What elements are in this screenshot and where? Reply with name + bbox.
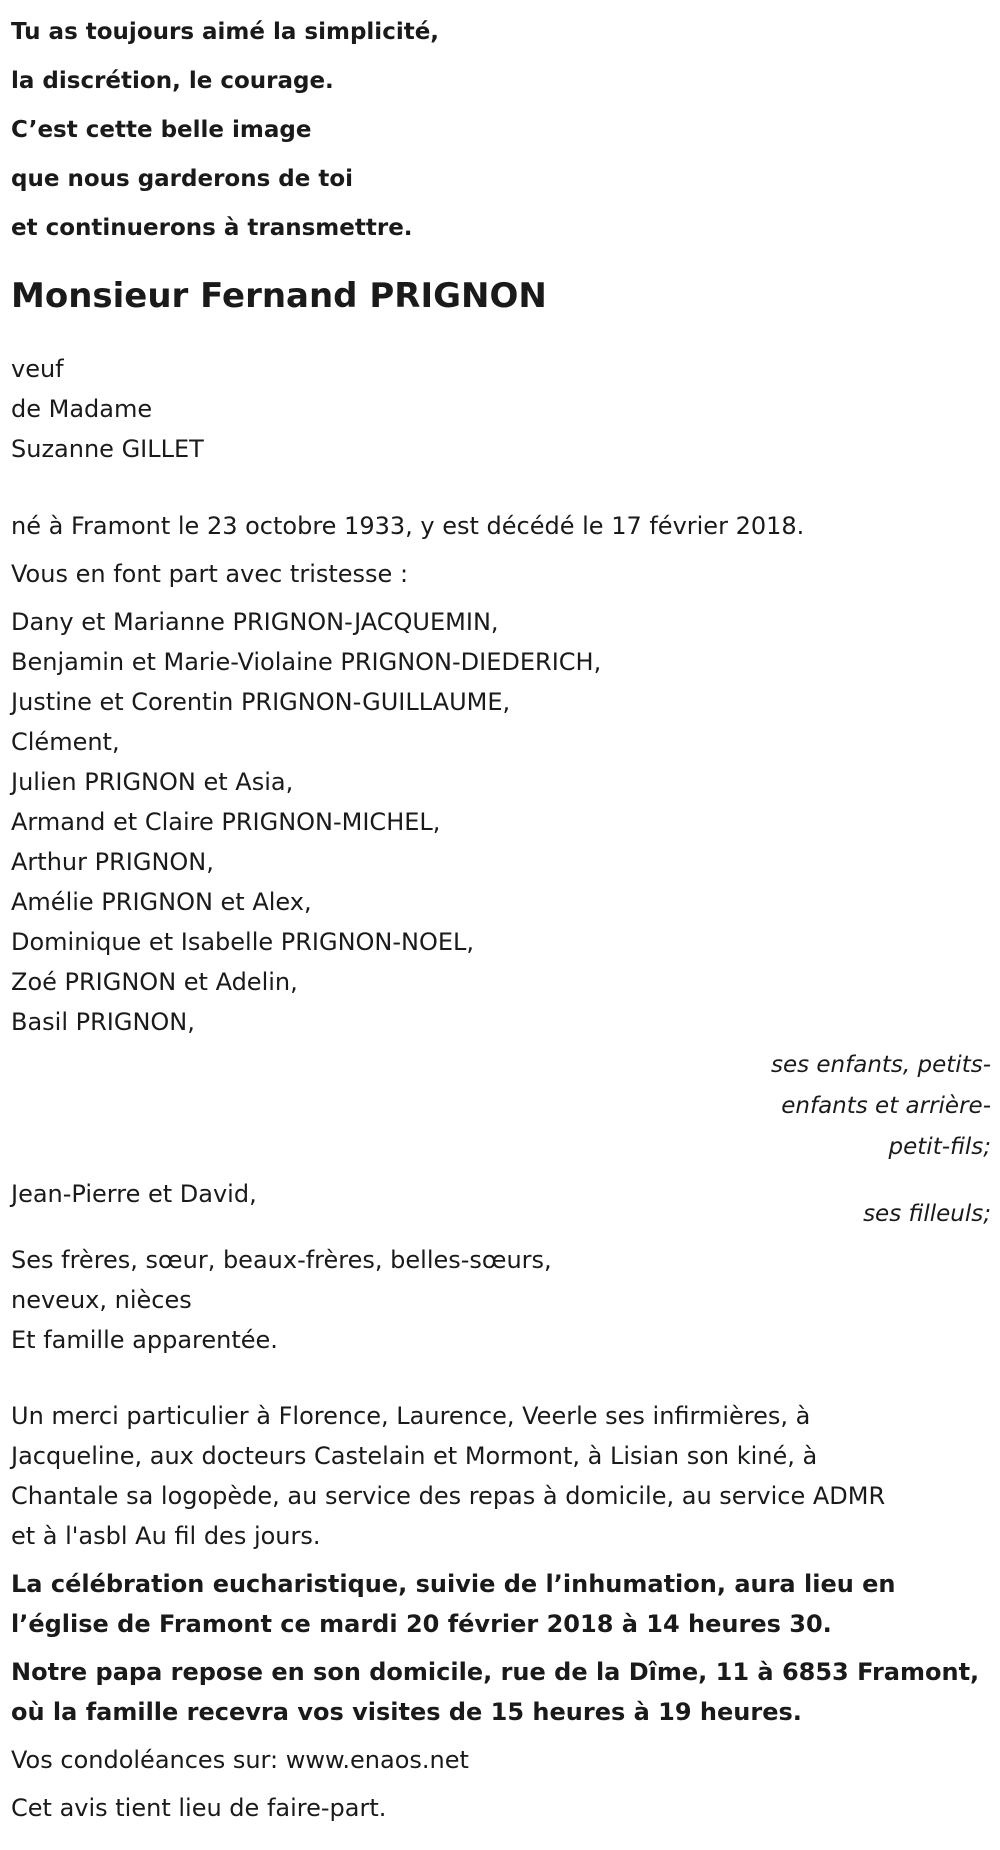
poem-line: et continuerons à transmettre. bbox=[11, 215, 413, 241]
notice-line: Cet avis tient lieu de faire-part. bbox=[11, 1794, 387, 1822]
godchildren-block bbox=[11, 1174, 991, 1227]
family-list bbox=[11, 602, 991, 1042]
relation-line: enfants et arrière- bbox=[781, 1093, 991, 1119]
poem-line: Tu as toujours aimé la simplicité, bbox=[11, 19, 440, 45]
thanks-line: Un merci particulier à Florence, Laurence, Veerle ses infirmières, à bbox=[11, 1402, 811, 1430]
deceased-name: Monsieur Fernand PRIGNON bbox=[11, 276, 547, 316]
rest-line: où la famille recevra vos visites de 15 heures à 19 heures. bbox=[11, 1698, 802, 1726]
poem bbox=[11, 8, 991, 253]
ceremony-line: La célébration eucharistique, suivie de l’inhumation, aura lieu en bbox=[11, 1570, 896, 1598]
rest-line: Notre papa repose en son domicile, rue de la Dîme, 11 à 6853 Framont, bbox=[11, 1658, 980, 1686]
thanks-line: Chantale sa logopède, au service des repas à domicile, au service ADMR bbox=[11, 1482, 886, 1510]
thanks-line: et à l'asbl Au fil des jours. bbox=[11, 1522, 321, 1550]
siblings bbox=[11, 1240, 991, 1360]
spouse-line: de Madame bbox=[11, 395, 153, 423]
announce-line: Vous en font part avec tristesse : bbox=[11, 560, 409, 588]
spouse-info bbox=[11, 349, 991, 469]
relation-line: ses enfants, petits- bbox=[770, 1052, 991, 1078]
relation-line: petit-fils; bbox=[888, 1134, 991, 1160]
obituary-notice bbox=[11, 0, 991, 1828]
ceremony-line: l’église de Framont ce mardi 20 février 2018 à 14 heures 30. bbox=[11, 1610, 832, 1638]
thanks-line: Jacqueline, aux docteurs Castelain et Mormont, à Lisian son kiné, à bbox=[11, 1442, 818, 1470]
rest-info bbox=[11, 1652, 991, 1732]
poem-line: C’est cette belle image bbox=[11, 117, 312, 143]
family-member: Dany et Marianne PRIGNON-JACQUEMIN, bbox=[11, 608, 499, 636]
family-relation bbox=[11, 1045, 991, 1168]
family-member: Julien PRIGNON et Asia, bbox=[11, 768, 294, 796]
godchildren: Jean-Pierre et David, bbox=[11, 1180, 257, 1208]
siblings-line: Et famille apparentée. bbox=[11, 1326, 278, 1354]
family-member: Clément, bbox=[11, 728, 120, 756]
family-member: Dominique et Isabelle PRIGNON-NOEL, bbox=[11, 928, 475, 956]
spouse-line: Suzanne GILLET bbox=[11, 435, 204, 463]
siblings-line: neveux, nièces bbox=[11, 1286, 192, 1314]
birth-death: né à Framont le 23 octobre 1933, y est décédé le 17 février 2018. bbox=[11, 512, 805, 540]
godchildren-relation: ses filleuls; bbox=[863, 1201, 991, 1227]
condolences-line: Vos condoléances sur: www.enaos.net bbox=[11, 1746, 469, 1774]
family-member: Benjamin et Marie-Violaine PRIGNON-DIEDERICH, bbox=[11, 648, 602, 676]
poem-line: la discrétion, le courage. bbox=[11, 68, 334, 94]
family-member: Justine et Corentin PRIGNON-GUILLAUME, bbox=[11, 688, 511, 716]
thanks-paragraph bbox=[11, 1396, 991, 1556]
spouse-line: veuf bbox=[11, 355, 64, 383]
family-member: Amélie PRIGNON et Alex, bbox=[11, 888, 312, 916]
family-member: Zoé PRIGNON et Adelin, bbox=[11, 968, 298, 996]
family-member: Arthur PRIGNON, bbox=[11, 848, 214, 876]
siblings-line: Ses frères, sœur, beaux-frères, belles-sœurs, bbox=[11, 1246, 552, 1274]
ceremony-info bbox=[11, 1564, 991, 1644]
poem-line: que nous garderons de toi bbox=[11, 166, 354, 192]
family-member: Basil PRIGNON, bbox=[11, 1008, 195, 1036]
family-member: Armand et Claire PRIGNON-MICHEL, bbox=[11, 808, 441, 836]
